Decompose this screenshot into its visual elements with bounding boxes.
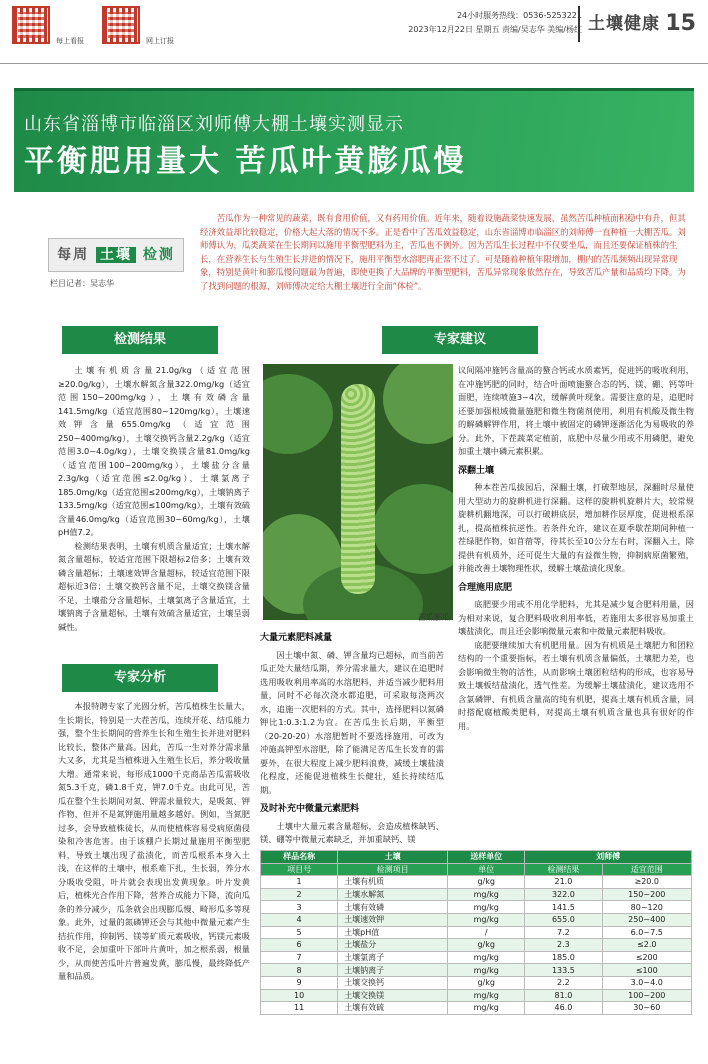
analysis-paragraph: 本报特聘专家了光圆分析，苦瓜植株生长量大，生长期长，特别是一大茬苦瓜，连续开花、结瓜能力强，整个生长期间的营养生长和生殖生长并进对肥料比较长，整体产量高。因此，苦瓜一生对养分需求量大又多，尤其是当植株进入生殖生长后，养分吸收量大增。通常来说，每形成1000千克商品苦瓜需吸收氮5.3千克，磷1.8千克，钾7.0千克。由此可见，苦瓜在整个生长期间对氮、钾需求量较大，是吸氮、钾作物，但并不是氮钾施用量越多越好。例如，当氮肥过多，会导致植株徒长，从而使植株容易受病原菌侵染和冷害危害。由于该棚户长期过量施用平衡型肥料，导致土壤出现了盐渍化，而苦瓜根系本身入土浅，在这样的土壤中，根系难下扎，生长弱，养分水分吸收受阻，叶片就会表现出发黄现象。叶片发黄后，植株光合作用下降，营养合成能力下降，流向瓜条的养分减少，瓜条就会出现膨瓜慢、畸形瓜多等现象。此外，过量的氮磷钾还会与其他中微量元素产生拮抗作用，抑制钙、镁等矿质元素吸收，钙镁元素吸收不足，会加重叶下部叶片黄叶，加之根系弱，根量少，从而使苦瓜叶片普遍发黄，膨瓜慢，最终降低产量和品质。 <box>58 701 250 981</box>
table-cell: 655.0 <box>525 913 602 926</box>
results-column <box>58 364 250 634</box>
table-cell: 土壤有机质 <box>338 876 448 889</box>
qr-label-1: 每上看报 <box>56 37 84 45</box>
results-paragraph: 检测结果表明，土壤有机质含量适宜；土壤水解氮含量超标，较适宜范围下限超标2倍多；土壤有效磷含量超标；土壤速效钾含量超标，较适宜范围下限超标近3倍；土壤交换钙含量不足，土壤交换镁含量不足，土壤盐分含量超标，土壤氯离子含量适宜，土壤钠离子含量超标，土壤有效硫含量适宜，土壤呈弱碱性。 <box>58 540 250 632</box>
table-row <box>261 939 692 952</box>
table-cell: 土壤钠离子 <box>338 964 448 977</box>
table-cell: 10 <box>261 989 338 1002</box>
badge-c: 检测 <box>142 247 175 263</box>
table-cell: 80~120 <box>602 901 692 914</box>
page-header <box>0 0 708 64</box>
table-row <box>261 901 692 914</box>
table-cell: mg/kg <box>448 888 525 901</box>
section-advice: 专家建议 <box>382 326 538 354</box>
table-header-cell: 土壤 <box>338 851 448 864</box>
table-cell: g/kg <box>448 939 525 952</box>
table-row <box>261 989 692 1002</box>
results-paragraph: 土壤有机质含量21.0g/kg（适宜范围≥20.0g/kg），土壤水解氮含量322.0mg/kg（适宜范围150~200mg/kg），土壤有效磷含量141.5mg/kg（适宜范围80~120mg/kg），土壤速效钾含量655.0mg/kg（适宜范围250~400mg/kg），土壤交换钙含量2.2g/kg（适宜范围3.0~4.0g/kg），土壤交换镁含量81.0mg/kg（适宜范围100~200mg/kg），土壤盐分含量2.3g/kg（适宜范围≤2.0g/kg），土壤氯离子185.0mg/kg（适宜范围≤200mg/kg），土壤钠离子133.5mg/kg（适宜范围≤100mg/kg），土壤有效硫含量46.0mg/kg（适宜范围30~60mg/kg），土壤pH值7.2。 <box>58 365 250 537</box>
table-row <box>261 913 692 926</box>
dateline: 2023年12月22日 星期五 责编/吴志华 美编/杨红 <box>408 25 582 34</box>
table-cell: mg/kg <box>448 964 525 977</box>
qr-label-2: 网上订报 <box>146 37 174 45</box>
table-cell: 土壤速效钾 <box>338 913 448 926</box>
table-cell: mg/kg <box>448 1002 525 1015</box>
table-header-cell: 检测结果 <box>525 863 602 876</box>
table-cell: g/kg <box>448 976 525 989</box>
table-header-row <box>261 863 692 876</box>
table-cell: 150~200 <box>602 888 692 901</box>
qr-code-icon <box>12 6 50 44</box>
advice-middle-column <box>260 626 444 847</box>
table-header-cell: 单位 <box>448 863 525 876</box>
table-header-cell: 刘师傅 <box>525 851 692 864</box>
table-cell: 6 <box>261 939 338 952</box>
qr-code-icon <box>102 6 140 44</box>
table-row <box>261 888 692 901</box>
table-cell: 土壤pH值 <box>338 926 448 939</box>
table-cell: ≥20.0 <box>602 876 692 889</box>
table-cell: 6.0~7.5 <box>602 926 692 939</box>
section-results: 检测结果 <box>62 326 218 354</box>
table-cell: g/kg <box>448 876 525 889</box>
table-cell: 9 <box>261 976 338 989</box>
photo-caption: 苦瓜膨瓜 <box>418 613 450 622</box>
table-cell: 46.0 <box>525 1002 602 1015</box>
table-cell: 133.5 <box>525 964 602 977</box>
table-cell: mg/kg <box>448 989 525 1002</box>
table-cell: 322.0 <box>525 888 602 901</box>
table-cell: 3 <box>261 901 338 914</box>
table-row <box>261 926 692 939</box>
advice-paragraph: 底肥要继续加大有机肥用量。因为有机质是土壤肥力和团粒结构的一个重要指标，若土壤有机质含量偏低，土壤肥力差，也会影响微生物的活性，从而影响土壤团粒结构的形成，也容易导致土壤板结盐渍化，透气性差。为缓解土壤盐渍化，建议选用不含氯磷钾、有机质含量高的纯有机肥，提高土壤有机质含量，同时搭配腐植酸类肥料，对提高土壤有机质含量也具有很好的作用。 <box>458 639 694 731</box>
advice-paragraph: 土壤中大量元素含量超标，会造成植株缺钙、镁、硼等中微量元素缺乏，并加重缺钙、镁 <box>260 820 444 844</box>
table-cell: 土壤交换镁 <box>338 989 448 1002</box>
table-cell: 2.3 <box>525 939 602 952</box>
table-row <box>261 964 692 977</box>
table-cell: 185.0 <box>525 951 602 964</box>
table-cell: 土壤盐分 <box>338 939 448 952</box>
table-cell: 土壤水解氮 <box>338 888 448 901</box>
table-cell: ≤100 <box>602 964 692 977</box>
table-cell: mg/kg <box>448 913 525 926</box>
headline: 平衡肥用量大 苦瓜叶黄膨瓜慢 <box>24 144 467 179</box>
table-cell: 土壤交换钙 <box>338 976 448 989</box>
bitter-melon-photo <box>263 364 453 620</box>
table-row <box>261 1002 692 1015</box>
table-cell: 11 <box>261 1002 338 1015</box>
section-name: 土壤健康 <box>578 6 660 42</box>
table-header-cell: 样品名称 <box>261 851 338 864</box>
table-cell: 4 <box>261 913 338 926</box>
advice-heading: 大量元素肥料减量 <box>260 633 333 643</box>
table-cell: 21.0 <box>525 876 602 889</box>
table-cell: 2.2 <box>525 976 602 989</box>
table-cell: 土壤有效磷 <box>338 901 448 914</box>
table-cell: 土壤有效硫 <box>338 1002 448 1015</box>
table-cell: 7 <box>261 951 338 964</box>
advice-heading: 及时补充中微量元素肥料 <box>260 804 360 814</box>
table-cell: 7.2 <box>525 926 602 939</box>
table-row <box>261 951 692 964</box>
editor-credit: 栏目记者：吴志华 <box>50 279 114 288</box>
table-cell: 5 <box>261 926 338 939</box>
table-header-cell: 检测项目 <box>338 863 448 876</box>
badge-a: 每周 <box>57 247 90 263</box>
table-cell: 3.0~4.0 <box>602 976 692 989</box>
advice-paragraph: 种本茬苦瓜拔园后，深翻土壤，打破犁地层，深翻时尽量使用大型动力的旋耕机进行深翻。这样的旋耕机旋耕片大，较常规旋耕机翻地深，可以打破耕底层，增加耕作层厚度，促进根系深扎，提高植株抗逆性。若条件允许，建议在夏季歇茬期间种植一茬绿肥作物，如苜蓿等，待其长至10公分左右时，深翻入土，除提供有机质外，还可促生大量的有益微生物，抑制病原菌繁殖，并能改善土壤物理性状，缓解土壤盐渍化现象。 <box>458 482 694 573</box>
analysis-column <box>58 700 250 984</box>
table-cell: 81.0 <box>525 989 602 1002</box>
table-cell: 100~200 <box>602 989 692 1002</box>
table-cell: mg/kg <box>448 951 525 964</box>
advice-paragraph: 议间隔冲施钙含量高的螯合钙或水质素钙，促进钙的吸收利用，在冲施钙肥的同时，结合叶面喷施螯合态的钙、镁、硼、钙等叶面肥，连续喷施3~4次，缓解黄叶现象。需要注意的是，追肥时还要加强根域微量施肥和微生物菌剂使用，利用有机酸及微生物的解磷解钾作用，将土壤中被固定的磷钾逐渐活化为易吸收的养分。此外，下茬蔬菜定植前，底肥中尽量少用或不用磷肥，避免加重土壤中磷元素积累。 <box>458 365 694 456</box>
table-cell: 8 <box>261 964 338 977</box>
table-cell: mg/kg <box>448 901 525 914</box>
table-cell: ≤200 <box>602 951 692 964</box>
table-cell: 1 <box>261 876 338 889</box>
table-header-cell: 项目号 <box>261 863 338 876</box>
advice-right-column <box>458 364 694 733</box>
column-badge <box>48 238 184 272</box>
table-row <box>261 876 692 889</box>
advice-heading: 合理施用底肥 <box>458 582 513 593</box>
section-analysis: 专家分析 <box>62 664 218 692</box>
table-header-row <box>261 851 692 864</box>
table-cell: ≤2.0 <box>602 939 692 952</box>
table-cell: 141.5 <box>525 901 602 914</box>
table-cell: 土壤氯离子 <box>338 951 448 964</box>
advice-paragraph: 底肥要少用或不用化学肥料，尤其是减少复合肥料用量，因为相对来说，复合肥料吸收利用率低，若施用太多很容易加重土壤盐渍化，而且还会影响微量元素和中微量元素肥料吸收。 <box>458 599 694 636</box>
page-number: 15 <box>665 11 696 36</box>
table-cell: / <box>448 926 525 939</box>
advice-heading: 深翻土壤 <box>458 465 495 476</box>
badge-b: 土壤 <box>96 247 136 263</box>
soil-test-table <box>260 850 692 1015</box>
table-header-cell: 送样单位 <box>448 851 525 864</box>
advice-paragraph: 因土壤中氮、磷、钾含量均已超标，而当前苦瓜正处大量结瓜期，养分需求量大，建议在追肥时选用吸收利用率高的水溶肥料，并适当减少肥料用量，同时不必每次浇水都追肥，可采取每浇两次水，追施一次肥料的方式。其中，选择肥料以氮磷钾比1:0.3:1.2为宜。在苦瓜生长后期，平衡型（20-20-20）水溶肥暂时不要选择施用，可改为冲施高钾型水溶肥，除了能满足苦瓜生长发育的需要外，在很大程度上减少肥料浪费，减缓土壤盐渍化程度，还能促进植株生长健壮，延长持续结瓜期。 <box>260 649 444 795</box>
table-cell: 30~60 <box>602 1002 692 1015</box>
table-cell: 250~400 <box>602 913 692 926</box>
hotline: 24小时服务热线：0536-5253221 <box>456 11 582 20</box>
table-row <box>261 976 692 989</box>
table-header-cell: 适宜范围 <box>602 863 692 876</box>
table-cell: 2 <box>261 888 338 901</box>
intro-paragraph: 苦瓜作为一种常见的蔬菜，既有食用价值，又有药用价值。近年来，随着设施蔬菜快速发展，虽然苦瓜种植面积稳中有升，但其经济效益却比较稳定，价格大起大落的情况不多。正是看中了苦瓜效益稳定，山东省淄博市临淄区的刘师傅一直种植一大棚苦瓜。刘师傅认为，瓜类蔬菜在生长期间以施用平衡型肥料为主，苦瓜也不例外。因为苦瓜生长过程中不仅要坐瓜，而且还要保证植株的生长，在营养生长与生殖生长并进的情况下，施用平衡型水溶肥再正常不过了。可是随着种植年限增加，棚内的苦瓜频频出现异常现象，特别是黄叶和膨瓜慢问题最为普遍，即使更换了大品牌的平衡型肥料，苦瓜异常现象依然存在，导致苦瓜产量和品质均下降。为了找到问题的根源，刘师傅决定给大棚土壤进行全面“体检”。 <box>200 213 686 291</box>
subtitle: 山东省淄博市临淄区刘师傅大棚土壤实测显示 <box>24 114 404 135</box>
